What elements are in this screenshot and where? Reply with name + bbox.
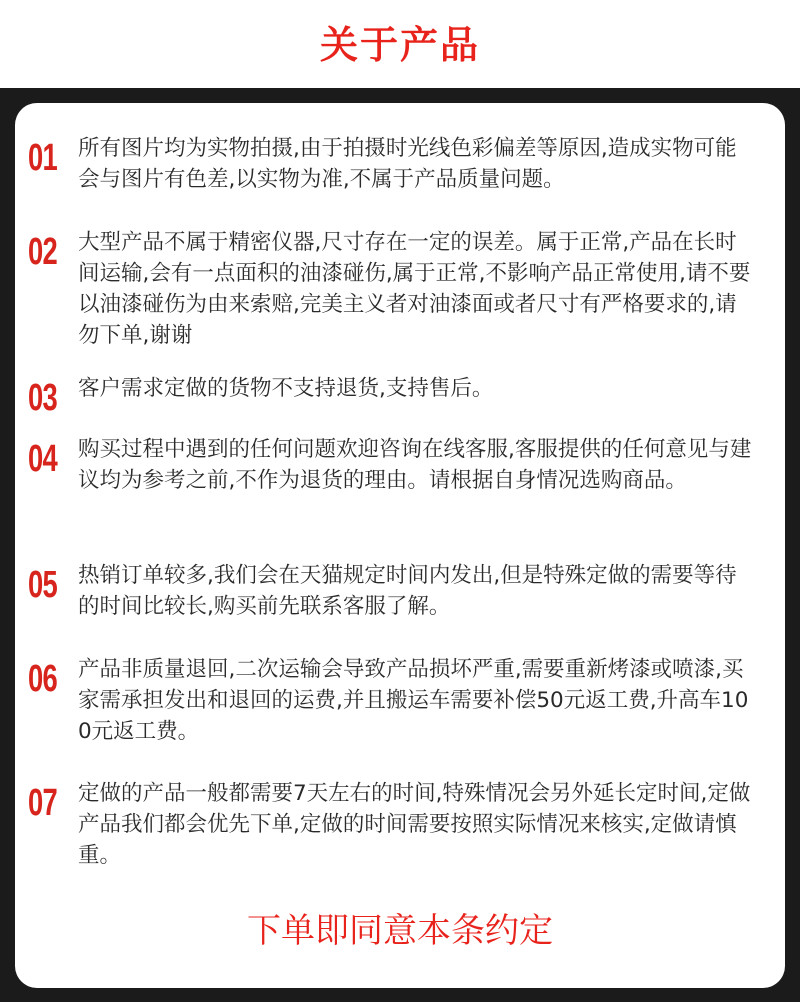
item-number: 02 <box>28 231 58 273</box>
item-text: 所有图片均为实物拍摄,由于拍摄时光线色彩偏差等原因,造成实物可能会与图片有色差,以实物为准,不属于产品质量问题。 <box>78 136 737 192</box>
item-text: 热销订单较多,我们会在天猫规定时间内发出,但是特殊定做的需要等待的时间比较长,购买前先联系客服了解。 <box>78 563 737 619</box>
item-number: 03 <box>28 377 58 419</box>
page-title: 关于产品 <box>319 22 480 67</box>
notice-panel <box>15 103 785 988</box>
agreement-note: 下单即同意本条约定 <box>247 911 553 951</box>
item-number: 06 <box>28 658 58 700</box>
item-number: 01 <box>28 137 58 179</box>
item-text: 产品非质量退回,二次运输会导致产品损坏严重,需要重新烤漆或喷漆,买家需承担发出和退回的运费,并且搬运车需要补偿50元返工费,升高车100元返工费。 <box>78 657 749 744</box>
page-header <box>0 0 800 88</box>
item-text: 定做的产品一般都需要7天左右的时间,特殊情况会另外延长定时间,定做产品我们都会优先下单,定做的时间需要按照实际情况来核实,定做请慎重。 <box>78 781 751 868</box>
item-text: 客户需求定做的货物不支持退货,支持售后。 <box>78 376 494 401</box>
item-number: 04 <box>28 438 58 480</box>
item-number: 07 <box>28 782 58 824</box>
item-number: 05 <box>28 564 58 606</box>
item-text: 购买过程中遇到的任何问题欢迎咨询在线客服,客服提供的任何意见与建议均为参考之前,不作为退货的理由。请根据自身情况选购商品。 <box>78 437 752 493</box>
item-text: 大型产品不属于精密仪器,尺寸存在一定的误差。属于正常,产品在长时间运输,会有一点面积的油漆碰伤,属于正常,不影响产品正常使用,请不要以油漆碰伤为由来索赔,完美主义者对油漆面或者尺寸有严格要求的,请勿下单,谢谢 <box>78 230 751 348</box>
